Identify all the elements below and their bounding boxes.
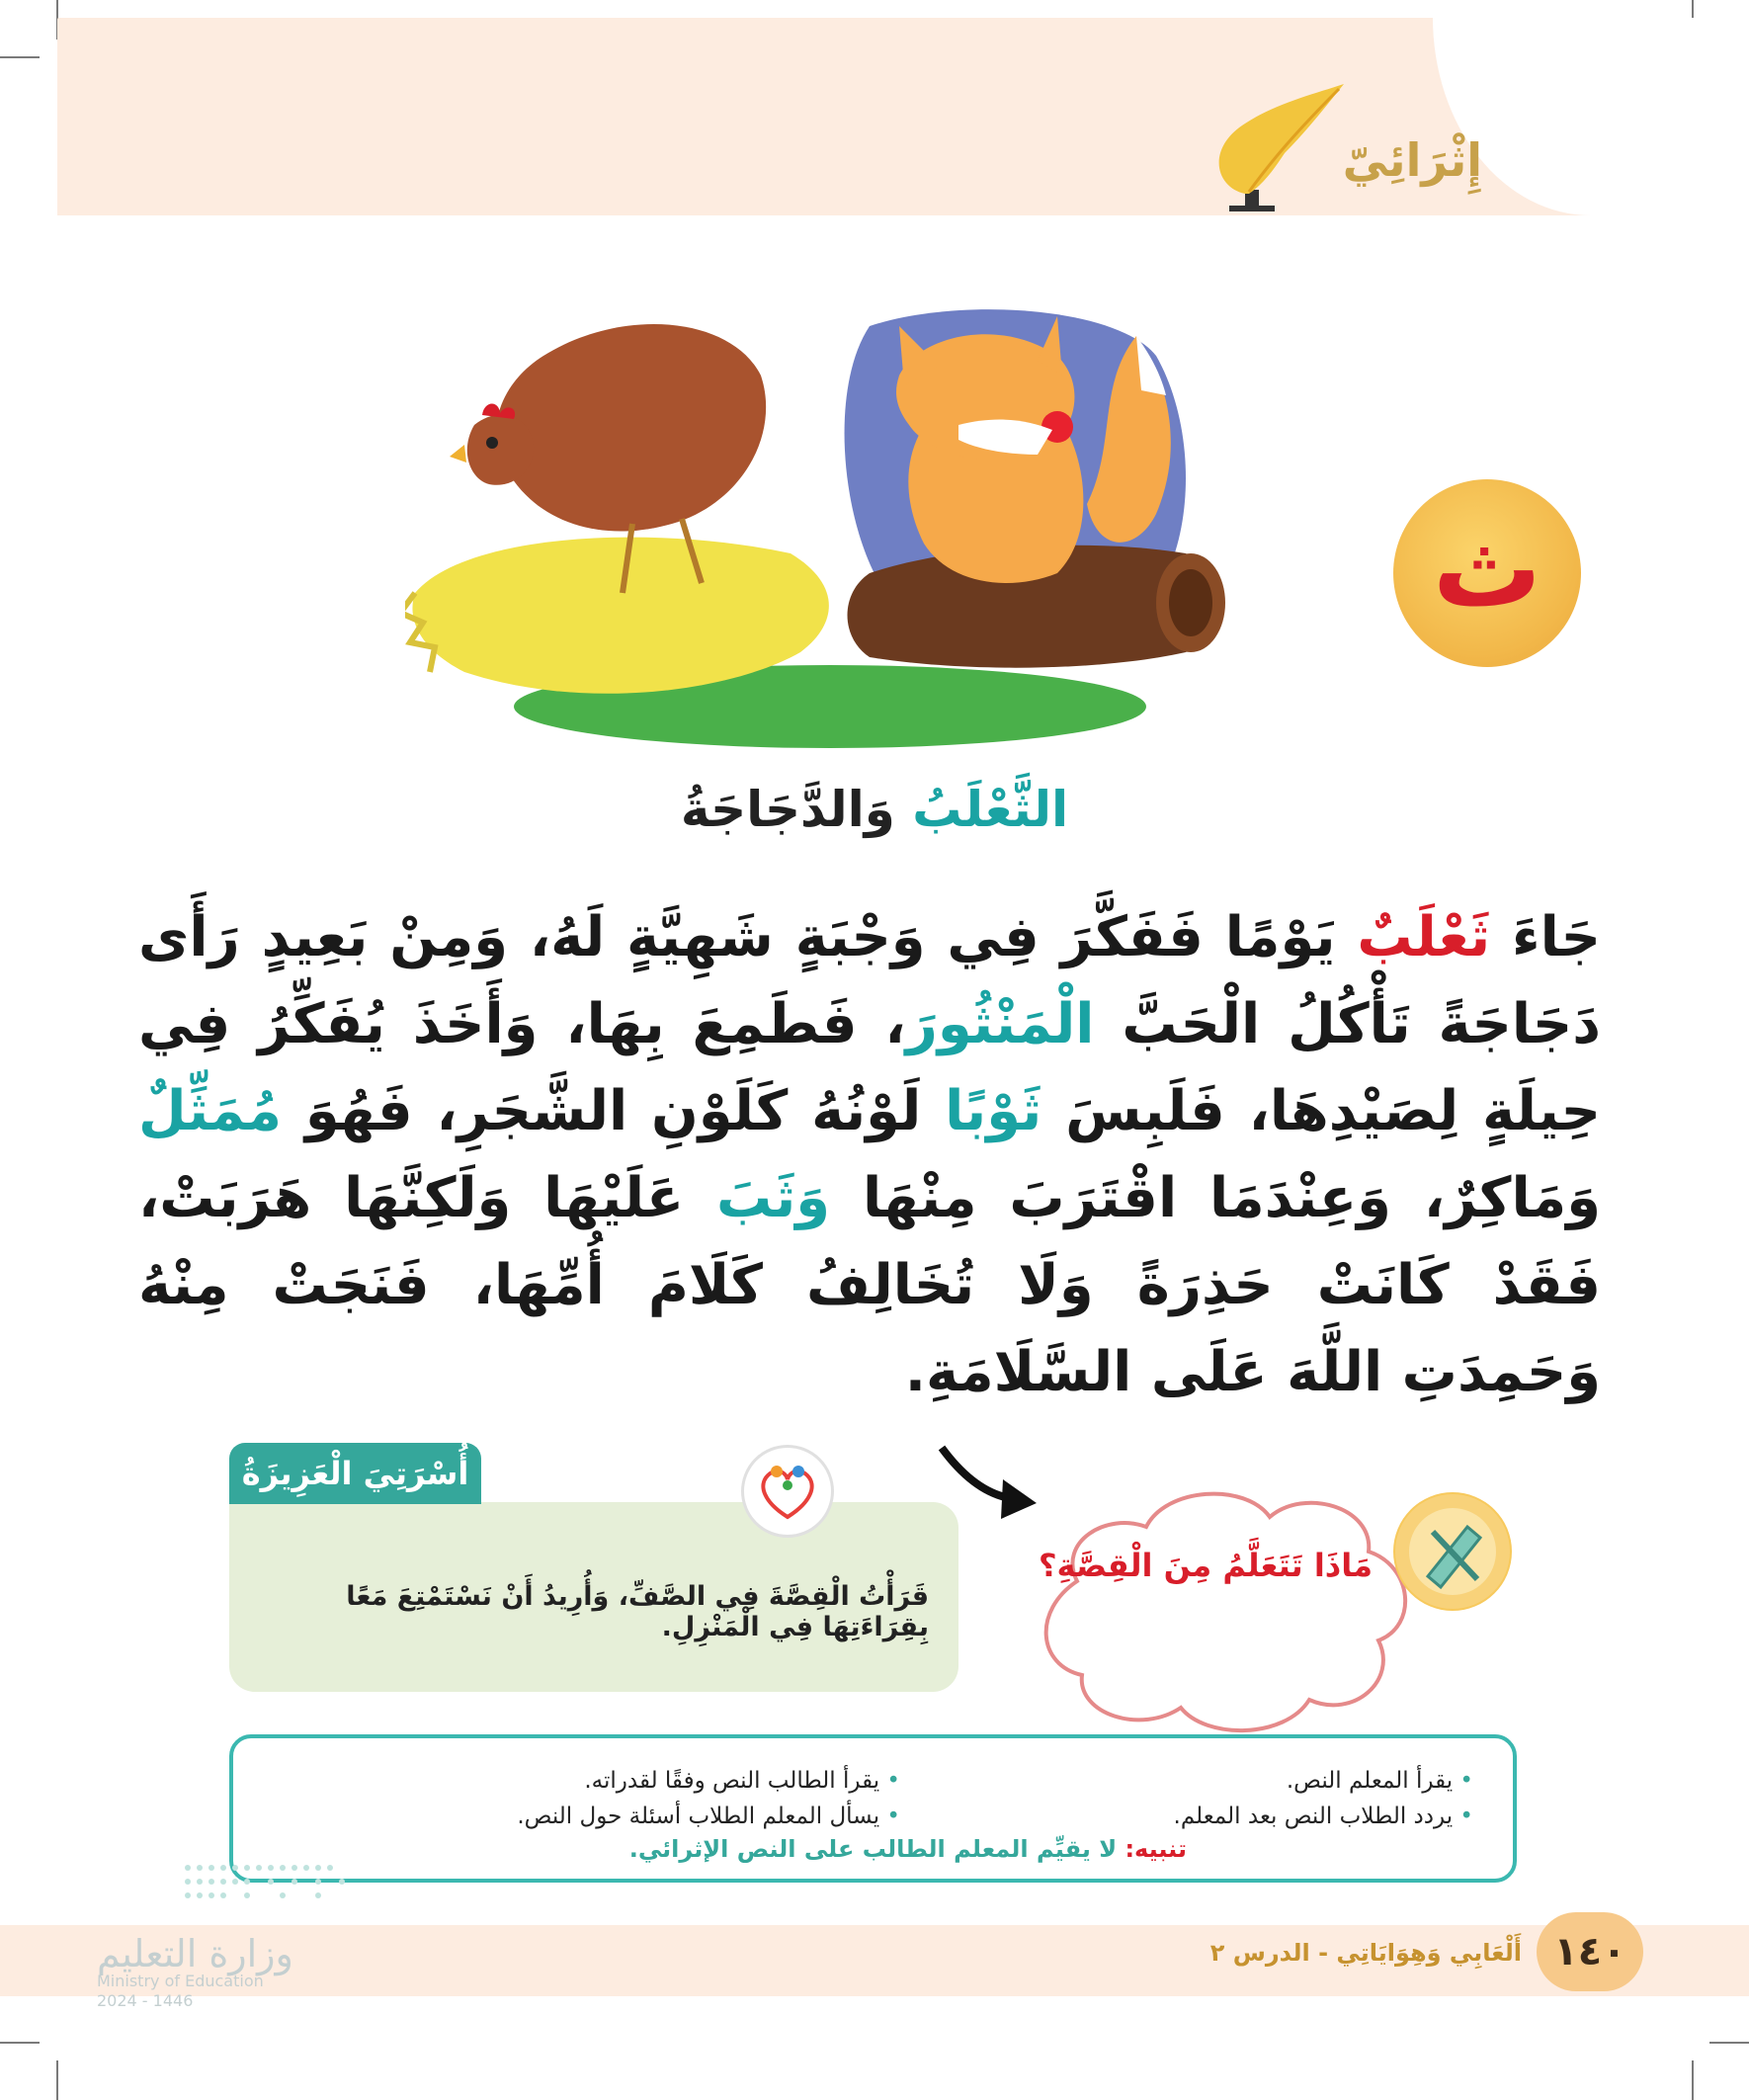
crop-mark xyxy=(1692,2060,1694,2100)
ministry-logo-dots-icon xyxy=(178,1858,356,1917)
page-number: ١٤٠ xyxy=(1553,1929,1626,1974)
teacher-note: • يردد الطلاب النص بعد المعلم. xyxy=(920,1804,1473,1829)
warning-label: تنبيه: xyxy=(1124,1835,1187,1863)
story-title-rest: وَالدَّجَاجَةُ xyxy=(680,781,913,838)
story-text: ، فَطَمِعَ بِهَا، وَأَخَذَ يُفَكِّرُ فِي حِيلَةٍ لِصَيْدِهَا، فَلَبِسَ xyxy=(138,992,1601,1143)
fox-and-hen-illustration xyxy=(405,296,1324,761)
ministry-name-english: Ministry of Education xyxy=(97,1972,264,1990)
section-title: إِثْرَائِيّ xyxy=(1342,133,1482,187)
pencil-badge-icon xyxy=(1393,1492,1512,1611)
letter: ث xyxy=(1432,505,1542,631)
highlight-word: ثَوْبًا xyxy=(945,1079,1042,1143)
story-paragraph xyxy=(138,894,1601,1416)
teacher-notes-right xyxy=(920,1768,1473,1829)
footer-lesson-title: أَلْعَابِي وَهِوَايَاتِي - الدرس ٢ xyxy=(1209,1939,1522,1967)
highlight-word: مُمَثِّلٌ xyxy=(138,1079,283,1143)
story-text: جَاءَ xyxy=(1490,905,1601,969)
teacher-notes-left xyxy=(347,1768,900,1829)
story-title-highlight: الثَّعْلَبُ xyxy=(912,781,1069,838)
teacher-note: • يسأل المعلم الطلاب أسئلة حول النص. xyxy=(347,1804,900,1829)
teacher-instructions-box xyxy=(229,1734,1517,1883)
crop-mark xyxy=(0,56,40,58)
letter-badge xyxy=(1393,479,1581,667)
story-title xyxy=(0,781,1749,838)
highlight-word: وَثَبَ xyxy=(716,1166,831,1230)
warning-text: لا يقيِّم المعلم الطالب على النص الإثرائي. xyxy=(628,1835,1125,1863)
story-text: يَوْمًا فَفَكَّرَ فِي وَجْبَةٍ شَهِيَّةٍ لَهُ، وَمِنْ بَعِيدٍ رَأَى دَجَاجَةً تَأْكُلُ الْحَبَّ xyxy=(138,905,1601,1056)
teacher-note: • يقرأ المعلم النص. xyxy=(920,1768,1473,1794)
story-text: لَوْنُهُ كَلَوْنِ الشَّجَرِ، فَهُوَ xyxy=(282,1079,946,1143)
highlight-word: الْمَنْثُورَ xyxy=(905,992,1095,1056)
crop-mark xyxy=(0,2042,40,2044)
family-note-text: قَرَأْتُ الْقِصَّةَ فِي الصَّفِّ، وَأُرِيدُ أَنْ نَسْتَمْتِعَ مَعًا بِقِرَاءَتِهَا فِي الْمَنْزِلِ. xyxy=(346,1581,929,1642)
teacher-warning xyxy=(396,1835,1187,1863)
teacher-note: • يقرأ الطالب النص وفقًا لقدراته. xyxy=(347,1768,900,1794)
story-text: عَلَيْهَا وَلَكِنَّهَا هَرَبَتْ، فَقَدْ كَانَتْ حَذِرَةً وَلَا تُخَالِفُ كَلَامَ أُمِّهَا، فَنَجَتْ مِنْهُ وَحَمِدَتِ اللَّهَ عَلَى السَّلَامَةِ. xyxy=(138,1166,1601,1404)
highlight-word: ثَعْلَبٌ xyxy=(1357,905,1491,969)
story-text: وَمَاكِرٌ، وَعِنْدَمَا اقْتَرَبَ مِنْهَا xyxy=(830,1166,1601,1230)
family-note-heading: أُسْرَتِيَ الْعَزِيزَةُ xyxy=(229,1443,481,1504)
ministry-name-arabic: وزارة التعليم xyxy=(97,1932,293,1975)
feather-quill-icon xyxy=(1186,79,1354,217)
family-heart-icon xyxy=(741,1445,834,1538)
page-number-badge xyxy=(1537,1912,1643,1991)
thought-cloud xyxy=(1018,1472,1423,1749)
crop-mark xyxy=(56,2060,58,2100)
academic-year: 2024 - 1446 xyxy=(97,1991,194,2010)
crop-mark xyxy=(1709,2042,1749,2044)
story-question: مَاذَا تَتَعَلَّمُ مِنَ الْقِصَّةِ؟ xyxy=(1038,1547,1374,1584)
